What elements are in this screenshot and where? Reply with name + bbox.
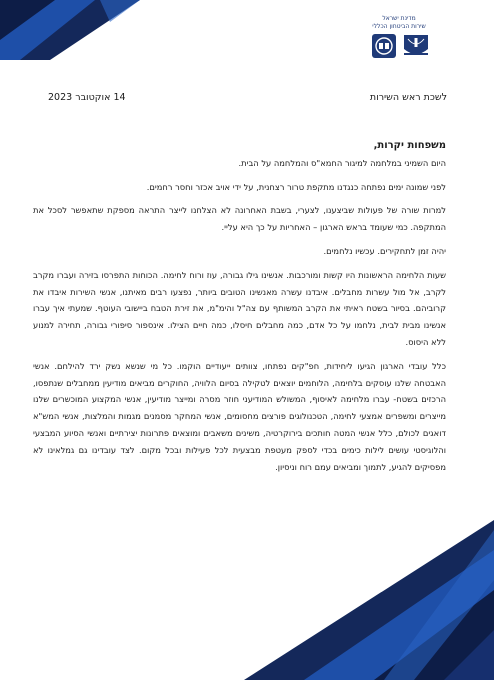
letter-header	[48, 92, 447, 106]
paragraph-2: לפני שמונה ימים נפתחה כנגדנו מתקפת טרור רצחנית, על ידי אויב אכזר וחסר רחמים.	[146, 181, 446, 192]
office-title: לשכת ראש השירות	[369, 92, 447, 103]
logo	[364, 33, 434, 59]
paragraph-1: היום השמיני במלחמה למיגור החמא"ס והמלחמה על הבית.	[238, 157, 446, 168]
letter-body	[33, 138, 446, 475]
israel-emblem-icon	[404, 35, 428, 55]
paragraph-6: כלל עובדי הארגון הגיעו ליחידות, חפ"קים נפתחו, צוותים ייעודיים הוקמו. כל מי שנשא נשק ירד להילחם. אנשי האבטחה שלנו עוסקים בלחימה, הלוחמים יוצאים לטקילה בסיום הלוויה, החוקרים מביאים מודיעין ממחבלים שנתפסו, הרכזים בשטח- עברו מלחימה לאיסוף, המשולש המודיעני חוזר מסרה ומייצר מודיעין, אנשי המקצוע המוכשרים שלנו מייצרים ומשפרים אמצעי לחימה, הטכנולוגים פורצים מחסומים, אנשי המחקר מסמנים מגמות והמלצות, אנשי המש"א דואגים לכולם, כלל אנשי המטה חותכים בירוקרטיה, משינים משאבים ומוצאים פתרונות יצירתיים ואנשי הסיוע המבצעי והלוגיסטי עושים לילות כימים בכדי לספק מעטפת מבצעית לכל פעילות ובכל מקום. לצד עובדינו גם גמלאינו לא מפסיקים להגיע, לתמוך ומביאים עמם רוח וניסיון.	[33, 360, 446, 472]
shin-bet-logo-icon	[372, 34, 396, 58]
paragraph-3: למרות שורה של פעולות שביצענו, לצערי, בשבת האחרונה לא הצלחנו לייצר התראה מספקת שתאפשר לסכל את המתקפה. כמי שעומד בראש הארגון – האחריות על כך היא עליי.	[33, 205, 446, 233]
corner-decoration-top	[0, 0, 140, 60]
logo-line-state: מדינת ישראל	[382, 15, 416, 22]
salutation: משפחות יקרות,	[373, 140, 446, 151]
agency-name	[364, 15, 434, 31]
corner-decoration-bottom	[244, 520, 494, 680]
paragraph-5: שעות הלחימה הראשונות היו קשות ומורכבות. אנשינו גילו גבורה, עוז ורוח לחימה. הכוחות התפרסו בזירה ועברו מקרב לקרב, אל מול עשרות מחבלים. איבדנו עשרה מאנשינו הטובים ביותר, נפצעו רבים מאיתנו, אנשי השירות איבדו את קרוביהם. בסיור בשטח ראיתי את הקרב המשותף עם צה"ל והימ"מ, את זירת הטבח ביישובי העוטף. שמעתי איך עברו אנשינו מבית לבית, נלחמו על כל אדם, כמה מחבלים חיסלו, כמה חיים הצילו. אינספור סיפורי גבורה, תחירה למנוע ללא היסוס.	[33, 269, 446, 347]
letter-date: 14 אוקטובר 2023	[48, 92, 126, 103]
logo-line-agency: שירות הביטחון הכללי	[372, 23, 426, 30]
paragraph-4: יהיה זמן לתחקירים. עכשיו נלחמים.	[323, 245, 446, 256]
